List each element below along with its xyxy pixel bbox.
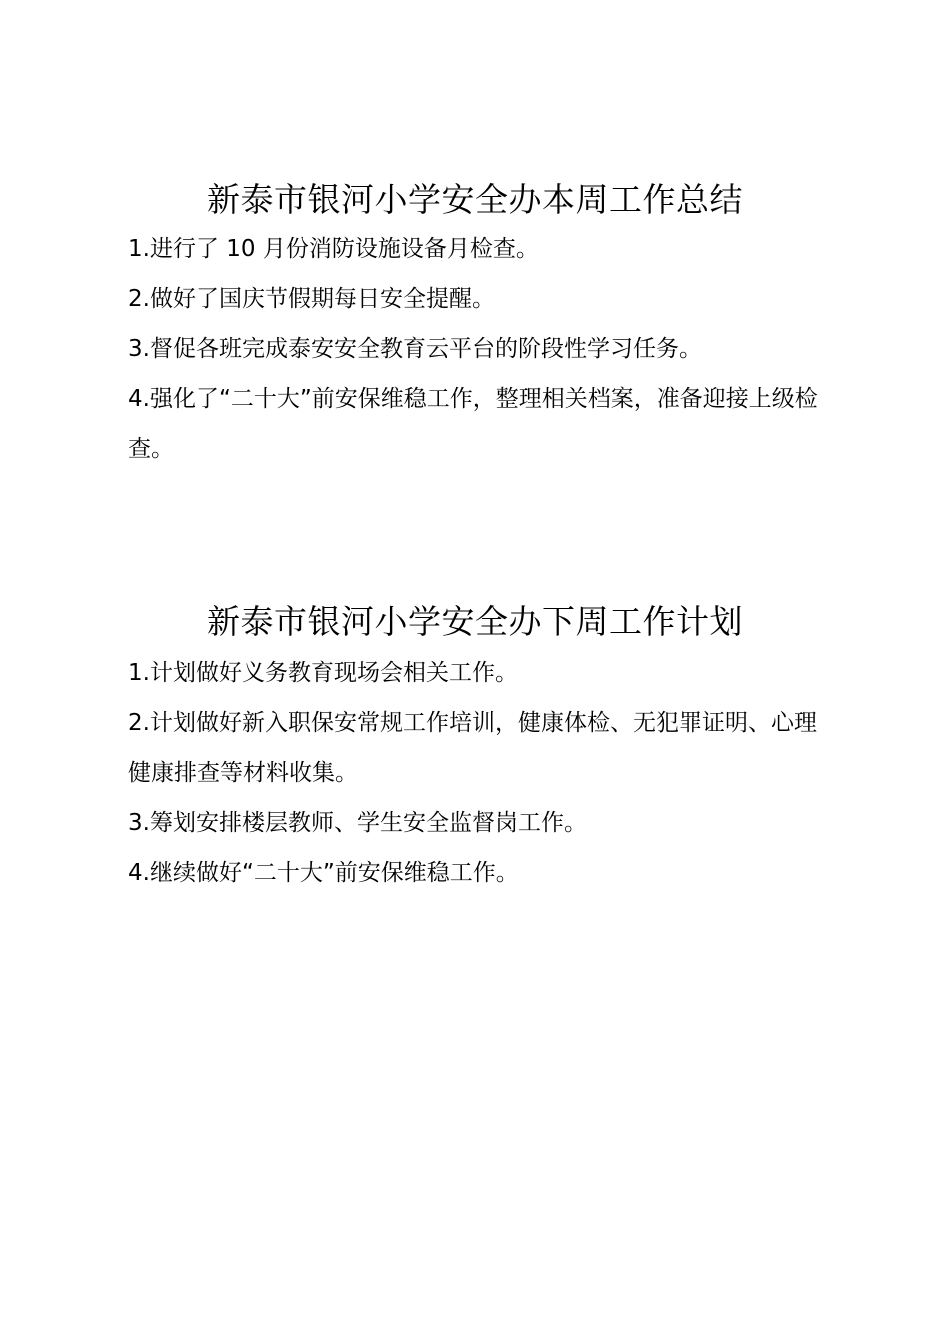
summary-title: 新泰市银河小学安全办本周工作总结 xyxy=(207,180,743,219)
summary-item-2: 2.做好了国庆节假期每日安全提醒。 xyxy=(128,286,495,312)
summary-item-4: 4.强化了“二十大”前安保维稳工作，整理相关档案，准备迎接上级检查。 xyxy=(128,386,818,462)
plan-item-2: 2.计划做好新入职保安常规工作培训，健康体检、无犯罪证明、心理健康排查等材料收集。 xyxy=(128,710,817,786)
plan-title: 新泰市银河小学安全办下周工作计划 xyxy=(207,602,743,641)
plan-item-3: 3.筹划安排楼层教师、学生安全监督岗工作。 xyxy=(128,810,587,836)
plan-item-4: 4.继续做好“二十大”前安保维稳工作。 xyxy=(128,860,519,886)
summary-item-3: 3.督促各班完成泰安安全教育云平台的阶段性学习任务。 xyxy=(128,336,702,362)
plan-item-1: 1.计划做好义务教育现场会相关工作。 xyxy=(128,660,518,686)
summary-item-1: 1.进行了 10 月份消防设施设备月检查。 xyxy=(128,236,539,262)
